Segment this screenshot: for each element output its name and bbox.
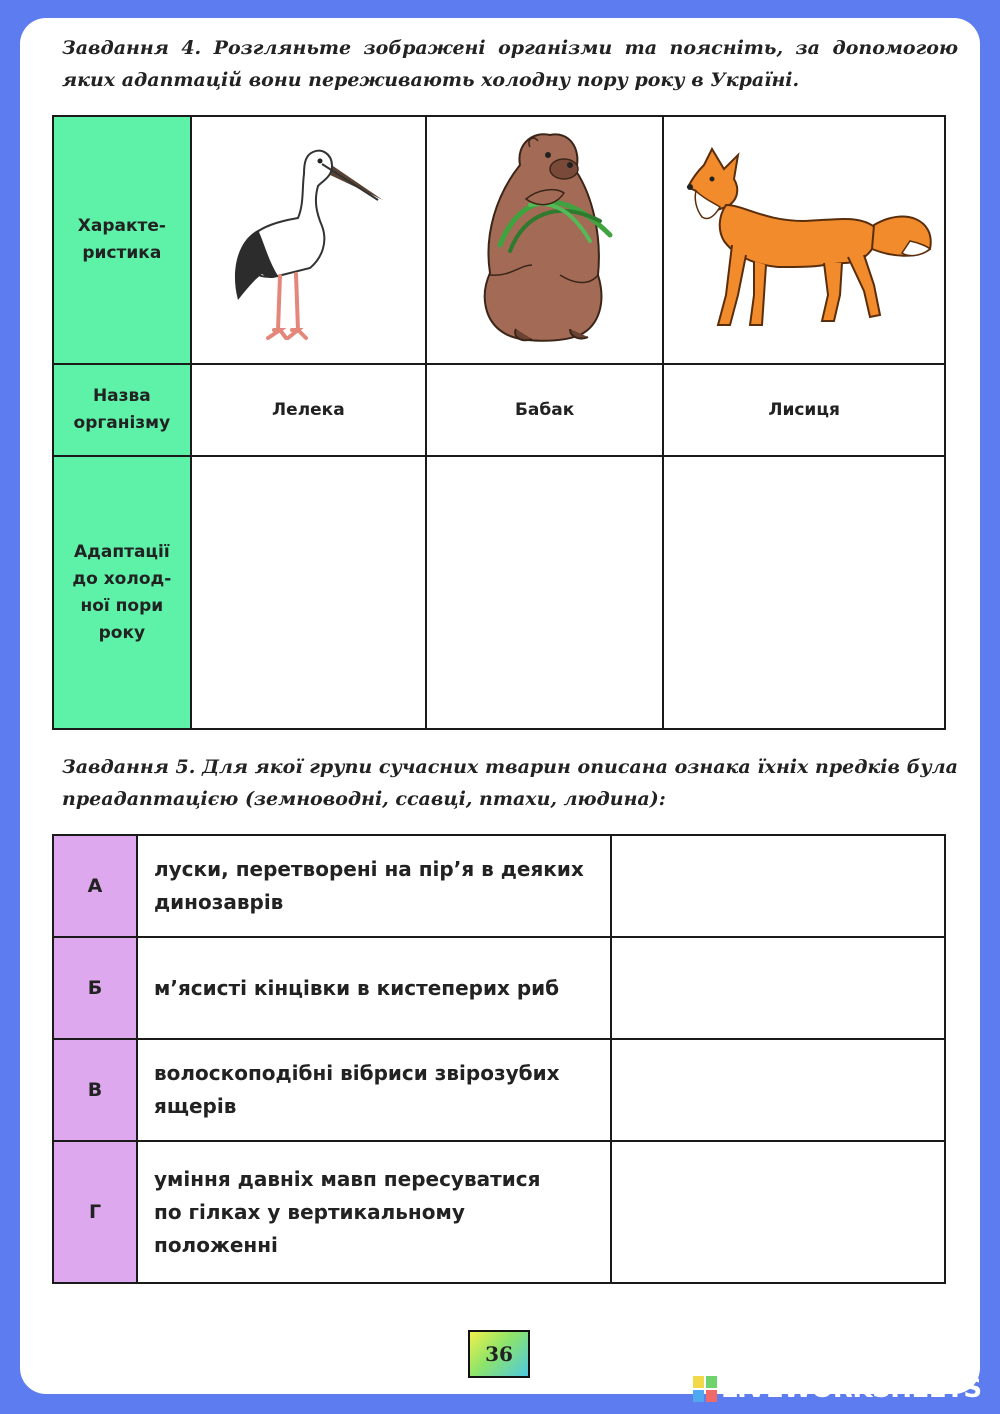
task4-instructions: Завдання 4. Розгляньте зображені організми та поясніть, за допомогою яких адаптацій вони переживають холодну пору року в Україні.: [62, 37, 958, 91]
table-row: [53, 1141, 945, 1283]
organism-name-stork: Лелека: [191, 364, 426, 456]
answer-cell-stork[interactable]: [191, 456, 426, 729]
table-row: [53, 835, 945, 937]
fox-image-cell: [663, 116, 945, 364]
item-description: м’ясисті кінцівки в кистеперих риб: [137, 937, 611, 1039]
stork-icon: [218, 130, 398, 350]
answer-cell-b[interactable]: [611, 937, 945, 1039]
item-letter: А: [53, 835, 137, 937]
table-row: [53, 937, 945, 1039]
task4-table: [52, 115, 946, 730]
task5-table: [52, 834, 946, 1284]
answer-cell-a[interactable]: [611, 835, 945, 937]
stork-image-cell: [191, 116, 426, 364]
answer-cell-fox[interactable]: [663, 456, 945, 729]
item-description: уміння давніх мавп пересуватися по гілках у вертикальному положенні: [137, 1141, 611, 1283]
table-row: [53, 364, 945, 456]
adaptations-label: Адаптації до холод-ної пори року: [72, 541, 172, 643]
page-number: 36: [468, 1330, 530, 1378]
item-letter: Б: [53, 937, 137, 1039]
answer-cell-marmot[interactable]: [426, 456, 663, 729]
organism-name-fox: Лисиця: [663, 364, 945, 456]
row-header-characteristic: Характе-ристика: [53, 116, 191, 364]
fox-icon: [674, 145, 934, 335]
table-row: [53, 456, 945, 729]
liveworksheets-logo-icon: [693, 1376, 717, 1402]
item-letter: В: [53, 1039, 137, 1141]
row-header-adaptations: [53, 456, 191, 729]
item-description: луски, перетворені на пір’я в деяких динозаврів: [137, 835, 611, 937]
answer-cell-v[interactable]: [611, 1039, 945, 1141]
table-row: [53, 116, 945, 364]
item-description: волоскоподібні вібриси звірозубих ящерів: [137, 1039, 611, 1141]
organism-name-marmot: Бабак: [426, 364, 663, 456]
watermark-text: LIVEWORKSHEETS: [721, 1374, 982, 1404]
marmot-image-cell: [426, 116, 663, 364]
table-row: [53, 1039, 945, 1141]
answer-cell-g[interactable]: [611, 1141, 945, 1283]
watermark: [693, 1372, 982, 1406]
row-header-organism-name: Назва організму: [53, 364, 191, 456]
task5-instructions: Завдання 5. Для якої групи сучасних тварин описана ознака їхніх предків була преадаптацією (земноводні, ссавці, птахи, людина):: [62, 756, 958, 810]
item-letter: Г: [53, 1141, 137, 1283]
marmot-icon: [460, 125, 630, 355]
